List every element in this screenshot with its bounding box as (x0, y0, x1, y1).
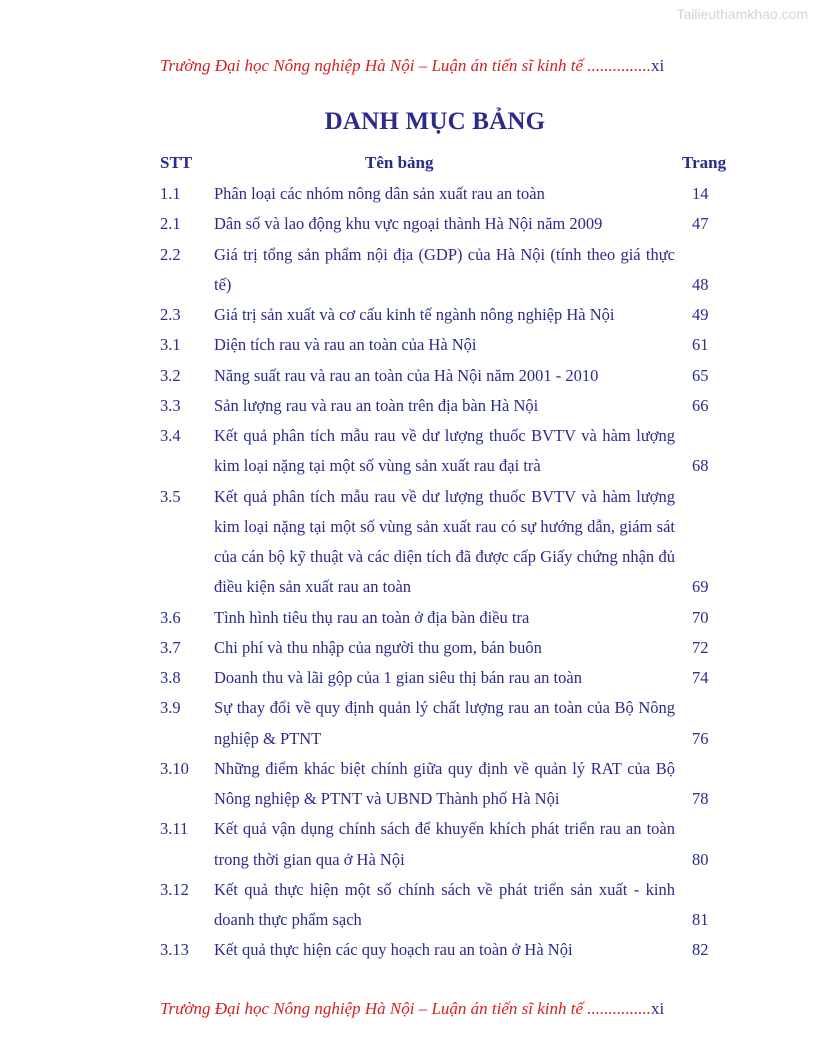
table-list-item[interactable] (0, 633, 816, 663)
table-title: Doanh thu và lãi gộp của 1 gian siêu thị bán rau an toàn (214, 668, 582, 687)
page-title: DANH MỤC BẢNG (324, 108, 546, 135)
table-title: Giá trị sản xuất và cơ cấu kinh tế ngành nông nghiệp Hà Nội (214, 305, 615, 324)
table-number: 3.10 (160, 758, 189, 778)
table-list-item[interactable] (0, 482, 816, 603)
table-title: Tình hình tiêu thụ rau an toàn ở địa bàn điều tra (214, 607, 530, 627)
table-number: 3.11 (160, 819, 189, 839)
table-number: 3.12 (160, 879, 189, 899)
table-page-number: 65 (692, 365, 709, 385)
table-title: Chi phí và thu nhập của người thu gom, bán buôn (214, 637, 542, 657)
table-list-item[interactable] (0, 179, 816, 209)
table-number: 1.1 (160, 184, 181, 203)
table-number: 2.2 (160, 244, 181, 264)
table-page-number: 49 (692, 305, 709, 324)
column-header-table-name: Tên bảng (365, 153, 434, 172)
table-number: 3.6 (160, 607, 181, 627)
table-title: Dân số và lao động khu vực ngoại thành Hà Nội năm 2009 (214, 214, 603, 234)
table-page-number: 78 (692, 789, 709, 808)
table-number: 3.9 (160, 698, 181, 718)
table-list-item[interactable] (0, 330, 816, 360)
running-footer (160, 999, 690, 1019)
table-list-item[interactable] (0, 603, 816, 633)
table-list-item[interactable] (0, 814, 816, 875)
table-title: Những điểm khác biệt chính giữa quy định về quản lý RAT của Bộ Nông nghiệp & PTNT và UBND Thành phố Hà Nội (214, 758, 675, 808)
running-header-text: Trường Đại học Nông nghiệp Hà Nội – Luận án tiến sĩ kinh tế ............... (160, 56, 652, 75)
table-page-number: 48 (692, 274, 709, 294)
table-title: Kết quả phân tích mẫu rau về dư lượng thuốc BVTV và hàm lượng kim loại nặng tại một số vùng sản xuất rau đại trà (214, 426, 675, 476)
table-page-number: 14 (692, 184, 709, 203)
table-number: 3.2 (160, 365, 181, 385)
table-title: Phân loại các nhóm nông dân sản xuất rau an toàn (214, 184, 545, 203)
table-page-number: 61 (692, 335, 709, 355)
table-list-item[interactable] (0, 754, 816, 815)
table-list-item[interactable] (0, 361, 816, 391)
table-number: 3.7 (160, 637, 181, 657)
running-footer-text: Trường Đại học Nông nghiệp Hà Nội – Luận án tiến sĩ kinh tế ............... (160, 999, 652, 1018)
table-list-item[interactable] (0, 875, 816, 936)
watermark: Tailieuthamkhao.com (676, 6, 808, 22)
table-number: 3.8 (160, 668, 181, 687)
table-number: 3.4 (160, 426, 181, 445)
table-list-item[interactable] (0, 935, 816, 965)
table-page-number: 70 (692, 607, 709, 627)
running-footer-page-number: xi (651, 999, 665, 1018)
running-header-page-number: xi (651, 56, 665, 75)
table-number: 3.1 (160, 335, 181, 355)
table-page-number: 82 (692, 940, 709, 960)
table-number: 3.5 (160, 486, 181, 506)
table-list (0, 179, 816, 966)
running-header (160, 56, 690, 76)
column-header-stt: STT (160, 153, 193, 172)
table-list-item[interactable] (0, 663, 816, 693)
table-title: Kết quả phân tích mẫu rau về dư lượng thuốc BVTV và hàm lượng kim loại nặng tại một số vùng sản xuất rau có sự hướng dẫn, giám sát của cán bộ kỹ thuật và các diện tích đã được cấp Giấy chứng nhận đủ điều kiện sản xuất rau an toàn (214, 486, 675, 597)
table-page-number: 74 (692, 668, 709, 687)
table-number: 3.3 (160, 395, 181, 415)
table-list-item[interactable] (0, 391, 816, 421)
table-page-number: 68 (692, 456, 709, 476)
table-title: Kết quả thực hiện một số chính sách về phát triển sản xuất - kinh doanh thực phẩm sạch (214, 879, 675, 929)
column-header-page: Trang (682, 153, 727, 172)
table-title: Kết quả thực hiện các quy hoạch rau an toàn ở Hà Nội (214, 940, 573, 960)
table-number: 3.13 (160, 940, 189, 960)
table-page-number: 69 (692, 577, 709, 597)
table-page-number: 81 (692, 910, 709, 929)
table-title: Sự thay đổi về quy định quản lý chất lượng rau an toàn của Bộ Nông nghiệp & PTNT (214, 698, 675, 748)
table-title: Năng suất rau và rau an toàn của Hà Nội năm 2001 - 2010 (214, 365, 599, 385)
table-title: Giá trị tổng sản phẩm nội địa (GDP) của Hà Nội (tính theo giá thực tế) (214, 244, 675, 294)
table-list-item[interactable] (0, 421, 816, 482)
table-title: Diện tích rau và rau an toàn của Hà Nội (214, 335, 477, 355)
table-list-item[interactable] (0, 300, 816, 330)
table-title: Kết quả vận dụng chính sách để khuyến khích phát triển rau an toàn trong thời gian qua ở Hà Nội (214, 819, 675, 869)
table-title: Sản lượng rau và rau an toàn trên địa bàn Hà Nội (214, 395, 539, 415)
table-list-item[interactable] (0, 240, 816, 301)
table-number: 2.3 (160, 305, 181, 324)
table-page-number: 76 (692, 728, 709, 748)
table-page-number: 80 (692, 849, 709, 869)
table-list-item[interactable] (0, 693, 816, 754)
table-number: 2.1 (160, 214, 181, 234)
table-list-item[interactable] (0, 209, 816, 239)
table-page-number: 66 (692, 395, 709, 415)
table-page-number: 47 (692, 214, 709, 234)
table-page-number: 72 (692, 637, 709, 657)
